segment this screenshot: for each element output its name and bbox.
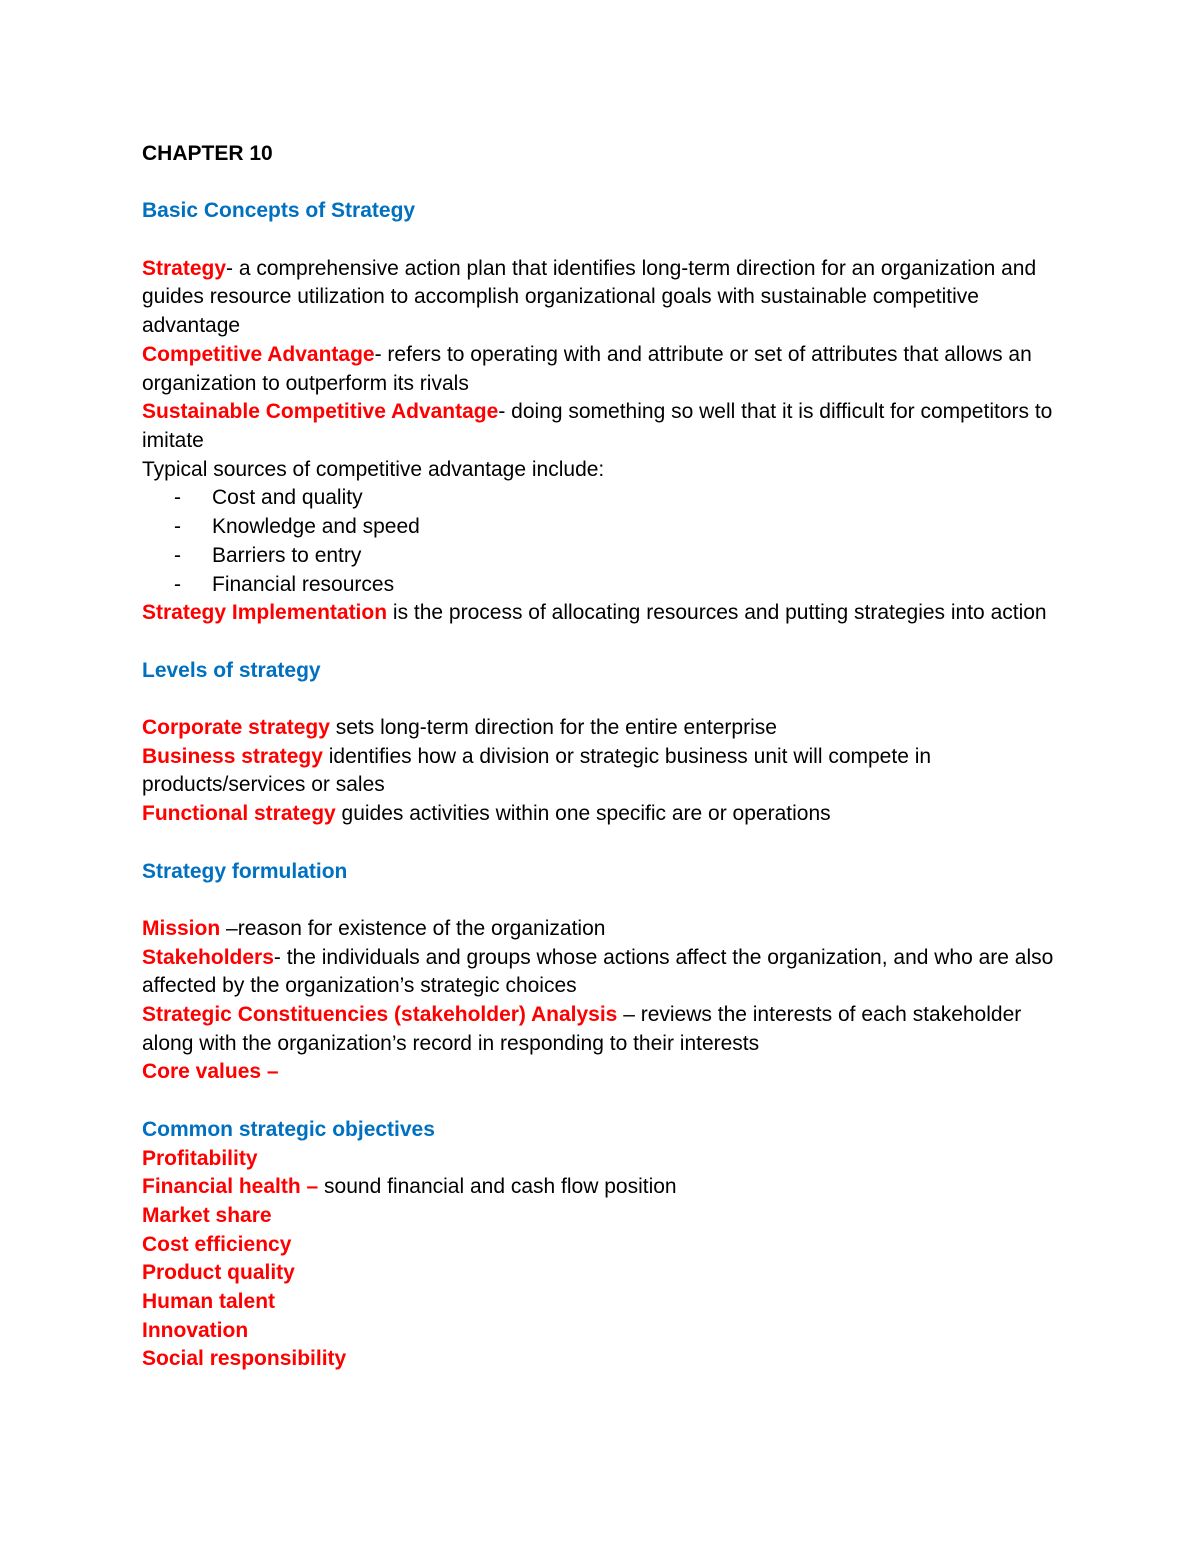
list-item-text: Cost and quality xyxy=(212,486,363,510)
definition-sustainable-competitive-advantage xyxy=(142,398,1062,455)
section-heading-basic-concepts: Basic Concepts of Strategy xyxy=(142,199,416,223)
definition-stakeholders xyxy=(142,944,1062,1001)
definition-text: sound financial and cash flow position xyxy=(318,1175,677,1199)
section-heading-formulation: Strategy formulation xyxy=(142,859,348,883)
definition-business-strategy xyxy=(142,743,1062,800)
definition-functional-strategy xyxy=(142,800,1062,829)
objective-social-responsibility: Social responsibility xyxy=(142,1347,347,1371)
term-stakeholders: Stakeholders xyxy=(142,945,274,969)
definition-text: identifies how a division or strategic business unit will compete in products/services or sales xyxy=(142,744,932,797)
definition-text: guides activities within one specific are or operations xyxy=(335,802,831,826)
document-page xyxy=(142,140,1062,1374)
definition-text: is the process of allocating resources and putting strategies into action xyxy=(387,601,1047,625)
term-competitive-advantage: Competitive Advantage xyxy=(142,342,375,366)
bullet-dash: - xyxy=(174,543,181,567)
list-item xyxy=(142,484,1062,513)
term-strategy-implementation: Strategy Implementation xyxy=(142,601,388,625)
definition-corporate-strategy xyxy=(142,714,1062,743)
definition-core-values xyxy=(142,1058,1062,1087)
section-heading-levels: Levels of strategy xyxy=(142,658,321,682)
term-sustainable-competitive-advantage: Sustainable Competitive Advantage xyxy=(142,400,499,424)
list-item xyxy=(142,542,1062,571)
definition-text: sets long-term direction for the entire enterprise xyxy=(329,716,777,739)
term-corporate-strategy: Corporate strategy xyxy=(142,716,330,739)
bullet-dash: - xyxy=(174,572,181,596)
definition-strategy-implementation xyxy=(142,599,1062,628)
definition-mission xyxy=(142,915,1062,944)
list-item-text: Barriers to entry xyxy=(212,543,362,567)
bullet-dash: - xyxy=(174,486,181,510)
term-mission: Mission xyxy=(142,916,221,940)
definition-text: - doing something so well that it is difficult for competitors to imitate xyxy=(142,400,1053,452)
list-item-text: Financial resources xyxy=(212,572,395,596)
term-business-strategy: Business strategy xyxy=(142,744,323,768)
objective-product-quality: Product quality xyxy=(142,1261,295,1285)
term-core-values: Core values – xyxy=(142,1060,279,1084)
list-item xyxy=(142,571,1062,600)
term-strategic-constituencies: Strategic Constituencies (stakeholder) Analysis xyxy=(142,1003,618,1026)
sources-intro: Typical sources of competitive advantage include: xyxy=(142,457,605,481)
objective-profitability: Profitability xyxy=(142,1146,258,1170)
term-functional-strategy: Functional strategy xyxy=(142,802,336,826)
definition-competitive-advantage xyxy=(142,341,1062,398)
objective-market-share: Market share xyxy=(142,1203,272,1227)
definition-strategic-constituencies xyxy=(142,1001,1062,1058)
term-strategy: Strategy xyxy=(142,256,227,280)
definition-text: – reviews the interests of each stakeholder along with the organization’s record in responding to their interests xyxy=(142,1003,1022,1055)
objective-innovation: Innovation xyxy=(142,1318,249,1342)
term-financial-health: Financial health – xyxy=(142,1175,319,1199)
bullet-dash: - xyxy=(174,515,181,539)
definition-text: –reason for existence of the organization xyxy=(220,916,606,940)
list-item-text: Knowledge and speed xyxy=(212,515,420,539)
chapter-title: CHAPTER 10 xyxy=(142,142,273,165)
objective-financial-health xyxy=(142,1173,1062,1202)
objective-cost-efficiency: Cost efficiency xyxy=(142,1232,292,1256)
definition-strategy xyxy=(142,255,1062,341)
objective-human-talent: Human talent xyxy=(142,1290,276,1314)
section-heading-objectives: Common strategic objectives xyxy=(142,1117,435,1141)
definition-text: - the individuals and groups whose actions affect the organization, and who are also affected by the organization’s strategic choices xyxy=(142,945,1054,998)
definition-text: - a comprehensive action plan that identifies long-term direction for an organization and guides resource utilization to accomplish organizational goals with sustainable competitive advantage xyxy=(142,256,1037,338)
definition-text: - refers to operating with and attribute or set of attributes that allows an organization to outperform its rivals xyxy=(142,342,1032,395)
list-item xyxy=(142,513,1062,542)
sources-list xyxy=(142,484,1062,599)
